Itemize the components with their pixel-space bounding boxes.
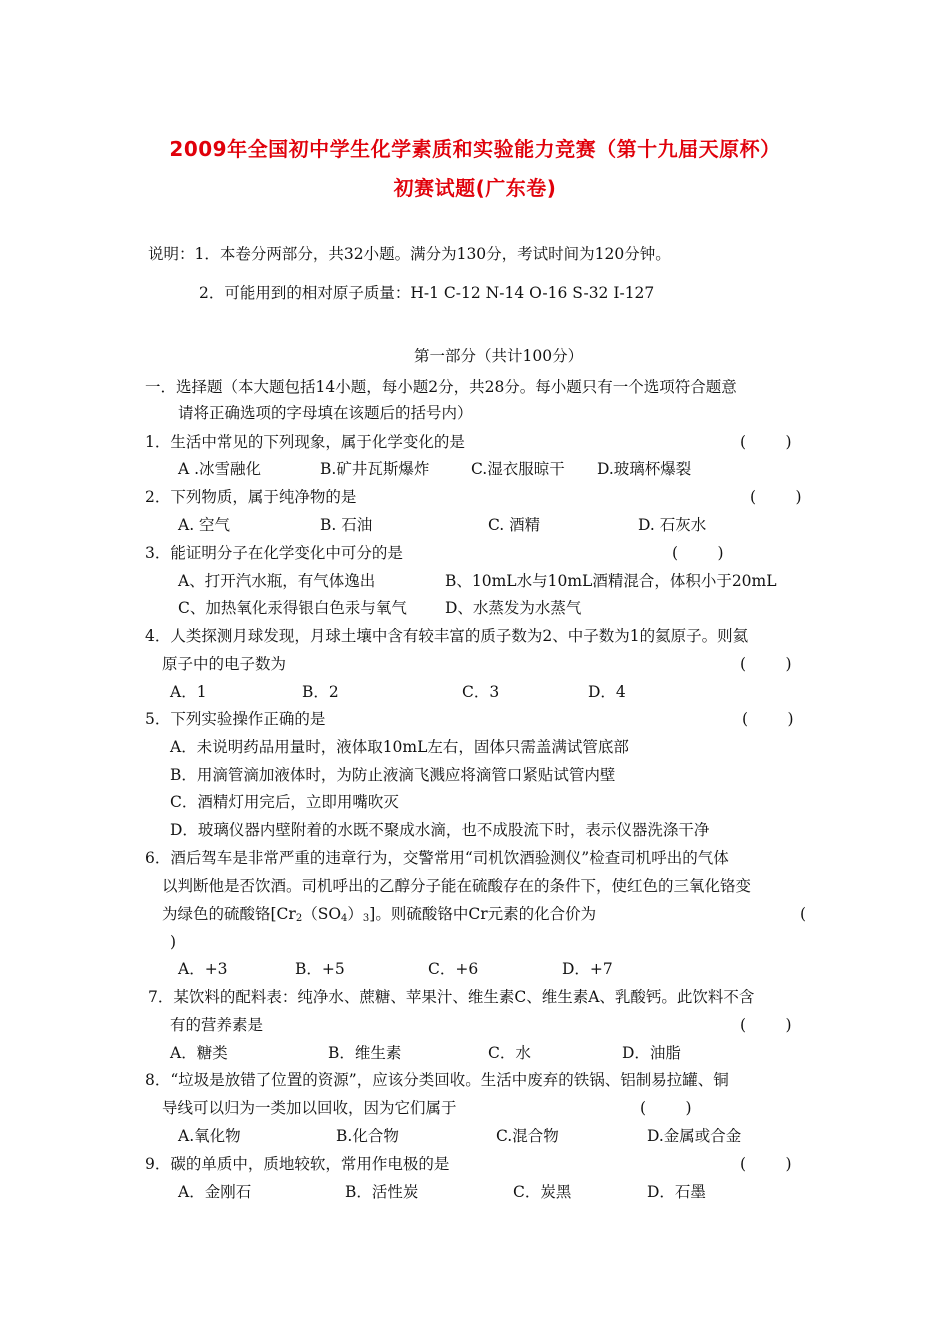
question-1-stem: 1．生活中常见的下列现象，属于化学变化的是: [145, 433, 465, 451]
q6-text-b: （SO: [302, 905, 342, 923]
question-2-option-a: A. 空气: [178, 516, 231, 534]
question-3-stem: 3．能证明分子在化学变化中可分的是: [145, 544, 403, 562]
question-4-option-d: D．4: [588, 683, 626, 701]
answer-bracket: ( ): [740, 655, 792, 673]
question-4-option-c: C．3: [462, 683, 500, 701]
notes-line1: 说明：1．本卷分两部分，共32小题。满分为130分，考试时间为120分钟。: [148, 245, 671, 263]
question-1-option-b: B.矿井瓦斯爆炸: [320, 460, 430, 478]
question-8-option-d: D.金属或合金: [647, 1127, 742, 1145]
question-1-option-a: A .冰雪融化: [178, 460, 262, 478]
answer-bracket: ( ): [740, 433, 792, 451]
question-3-option-d: D、水蒸发为水蒸气: [445, 599, 582, 617]
question-4-stem-line2: 原子中的电子数为: [162, 655, 287, 673]
question-2-option-d: D. 石灰水: [638, 516, 707, 534]
question-5-option-b: B．用滴管滴加液体时，为防止液滴飞溅应将滴管口紧贴试管内壁: [170, 766, 616, 784]
answer-bracket: ( ): [640, 1099, 692, 1117]
question-6-option-d: D．+7: [562, 960, 613, 978]
answer-bracket: ( ): [750, 488, 802, 506]
answer-bracket: ( ): [742, 710, 794, 728]
question-2-option-c: C. 酒精: [488, 516, 541, 534]
q6-text-d: ]。则硫酸铬中Cr元素的化合价为: [369, 905, 597, 923]
answer-bracket: ( ): [740, 1016, 792, 1034]
question-4-option-a: A．1: [170, 683, 207, 701]
question-6-option-c: C．+6: [428, 960, 479, 978]
question-8-stem-line1: 8．“垃圾是放错了位置的资源”，应该分类回收。生活中废弃的铁锅、铝制易拉罐、铜: [145, 1071, 729, 1089]
question-6-stem-line3: [162, 904, 596, 929]
q6-sub-3: 3: [362, 913, 370, 924]
question-1-option-d: D.玻璃杯爆裂: [597, 460, 692, 478]
question-7-option-d: D．油脂: [622, 1044, 681, 1062]
question-9-option-c: C．炭黑: [513, 1183, 572, 1201]
question-9-option-a: A．金刚石: [178, 1183, 252, 1201]
question-7-option-a: A．糖类: [170, 1044, 228, 1062]
exam-title-line1: 2009年全国初中学生化学素质和实验能力竞赛（第十九届天原杯）: [169, 137, 781, 161]
question-7-stem-line2: 有的营养素是: [170, 1016, 264, 1034]
question-7-option-c: C．水: [488, 1044, 531, 1062]
question-9-option-b: B．活性炭: [345, 1183, 419, 1201]
notes-line2: 2．可能用到的相对原子质量：H-1 C-12 N-14 O-16 S-32 I-127: [199, 284, 655, 302]
question-2-stem: 2．下列物质，属于纯净物的是: [145, 488, 357, 506]
question-5-option-a: A．未说明药品用量时，液体取10mL左右，固体只需盖满试管底部: [170, 738, 629, 756]
question-6-stem-line2: 以判断他是否饮酒。司机呼出的乙醇分子能在硫酸存在的条件下，使红色的三氧化铬变: [162, 877, 752, 895]
question-5-option-d: D．玻璃仪器内壁附着的水既不聚成水滴，也不成股流下时，表示仪器洗涤干净: [170, 821, 710, 839]
answer-bracket-open: (: [800, 905, 807, 923]
question-6-option-b: B．+5: [295, 960, 345, 978]
question-5-option-c: C．酒精灯用完后，立即用嘴吹灭: [170, 793, 399, 811]
question-1-option-c: C.湿衣服晾干: [471, 460, 565, 478]
question-6-option-a: A．+3: [178, 960, 228, 978]
question-8-option-c: C.混合物: [496, 1127, 559, 1145]
question-8-stem-line2: 导线可以归为一类加以回收，因为它们属于: [162, 1099, 457, 1117]
question-3-option-a: A、打开汽水瓶，有气体逸出: [178, 572, 376, 590]
answer-bracket: ( ): [740, 1155, 792, 1173]
answer-bracket-close: ): [170, 933, 177, 951]
q6-text-c: ）: [347, 905, 363, 923]
question-6-stem-line1: 6．酒后驾车是非常严重的违章行为，交警常用“司机饮酒验测仪”检查司机呼出的气体: [145, 849, 729, 867]
answer-bracket: ( ): [672, 544, 724, 562]
q6-text-a: 为绿色的硫酸铬[Cr: [162, 905, 296, 923]
question-8-option-a: A.氧化物: [178, 1127, 241, 1145]
question-3-option-c: C、加热氧化汞得银白色汞与氧气: [178, 599, 407, 617]
question-8-option-b: B.化合物: [336, 1127, 399, 1145]
question-9-stem: 9．碳的单质中，质地较软，常用作电极的是: [145, 1155, 450, 1173]
exam-title-line2: 初赛试题(广东卷): [393, 176, 557, 200]
question-7-option-b: B．维生素: [328, 1044, 402, 1062]
section-instructions-line1: 一．选择题（本大题包括14小题，每小题2分，共28分。每小题只有一个选项符合题意: [145, 378, 737, 396]
question-5-stem: 5．下列实验操作正确的是: [145, 710, 326, 728]
q6-sub-1: 2: [295, 913, 303, 924]
question-7-stem-line1: 7．某饮料的配料表：纯净水、蔗糖、苹果汁、维生素C、维生素A、乳酸钙。此饮料不含: [148, 988, 755, 1006]
section-instructions-line2: 请将正确选项的字母填在该题后的括号内）: [178, 404, 473, 422]
q6-sub-2: 4: [341, 913, 348, 924]
question-4-stem-line1: 4．人类探测月球发现，月球土壤中含有较丰富的质子数为2、中子数为1的氦原子。则氦: [145, 627, 749, 645]
question-4-option-b: B．2: [302, 683, 339, 701]
question-3-option-b: B、10mL水与10mL酒精混合，体积小于20mL: [445, 572, 777, 590]
question-9-option-d: D．石墨: [647, 1183, 706, 1201]
part1-heading: 第一部分（共计100分）: [414, 347, 584, 365]
question-2-option-b: B. 石油: [320, 516, 373, 534]
